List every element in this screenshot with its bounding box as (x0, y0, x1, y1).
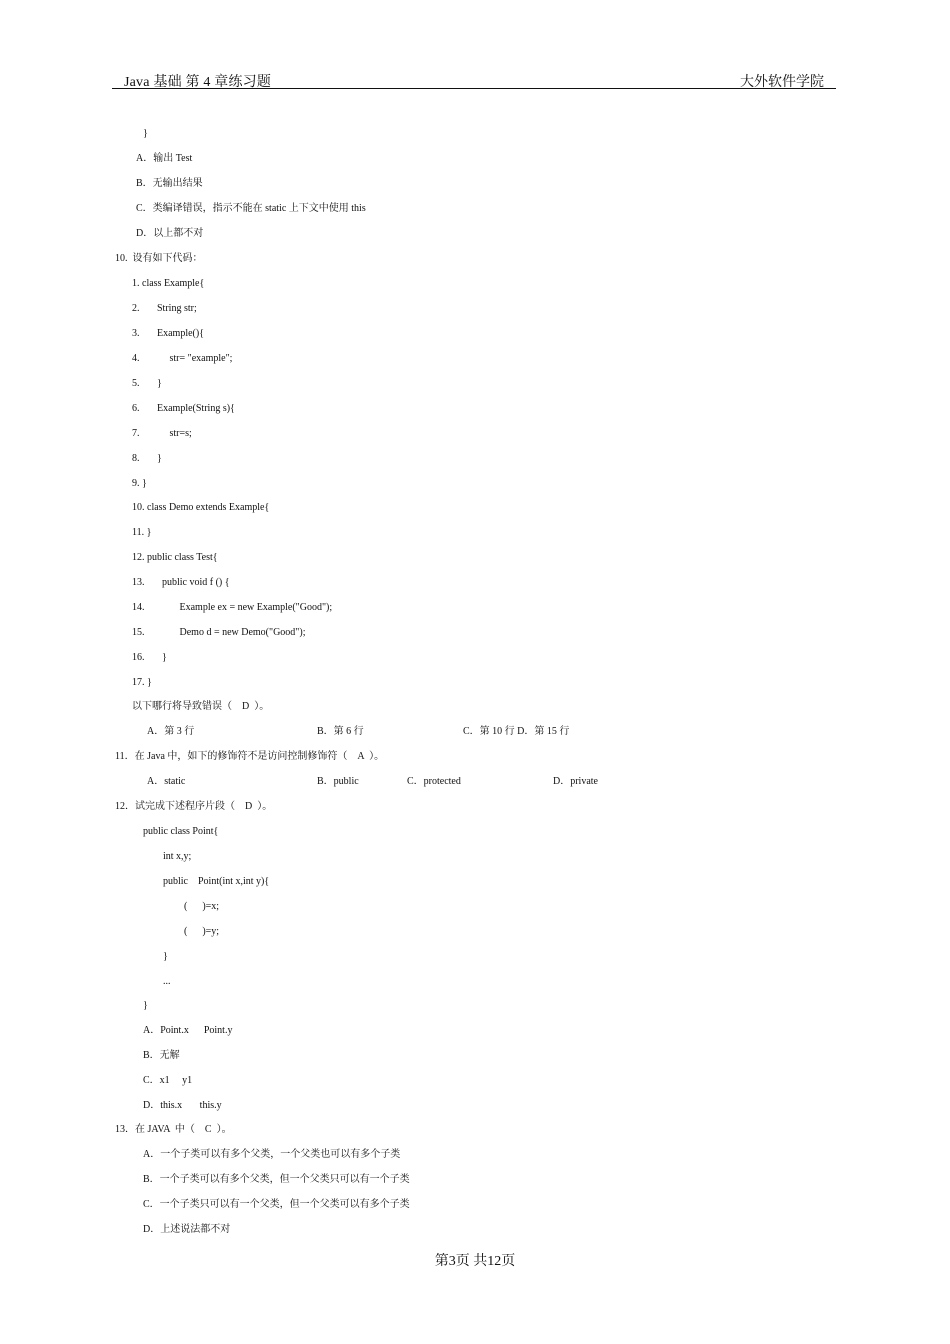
text-line: A．输出 Test (136, 153, 193, 164)
code-line: 5. } (132, 378, 162, 389)
option-c: C．protected (407, 776, 461, 787)
code-line: 9. } (132, 478, 147, 489)
question-11: 11．在 Java 中，如下的修饰符不是访问控制修饰符（ A ）。 (115, 751, 385, 762)
code-line: ( )=y; (184, 926, 220, 937)
option-b: B．第 6 行 (317, 726, 364, 737)
text-line: D．以上都不对 (136, 228, 204, 239)
code-line: 3. Example(){ (132, 328, 205, 339)
option-a: A．一个子类可以有多个父类，一个父类也可以有多个子类 (143, 1149, 401, 1160)
option-a: A．第 3 行 (147, 726, 195, 737)
code-line: int x,y; (163, 851, 192, 862)
option-c: C．x1 y1 (143, 1075, 193, 1086)
question-12: 12．试完成下述程序片段（ D ）。 (115, 801, 273, 812)
text-line: B．无输出结果 (136, 178, 203, 189)
text-line: C．类编译错误，指示不能在 static 上下文中使用 this (136, 203, 366, 214)
question-10: 10. 设有如下代码： (115, 253, 203, 264)
document-header-school: 大外软件学院 (740, 75, 824, 90)
code-line: 2. String str; (132, 303, 197, 314)
code-line: ( )=x; (184, 901, 220, 912)
text-line: } (143, 128, 148, 139)
code-line: 13. public void f () { (132, 577, 230, 588)
option-c-d: C．第 10 行 D．第 15 行 (463, 726, 570, 737)
code-line: public class Point{ (143, 826, 219, 837)
page-number: 第3页 共12页 (434, 1254, 516, 1269)
code-line: 10. class Demo extends Example{ (132, 502, 270, 513)
question-prompt: 以下哪行将导致错误（ D ）。 (132, 701, 270, 712)
document-header-title: Java 基础 第 4 章练习题 (124, 75, 272, 90)
code-line: 6. Example(String s){ (132, 403, 235, 414)
code-line: 12. public class Test{ (132, 552, 218, 563)
option-d: D．this.x this.y (143, 1100, 222, 1111)
option-c: C．一个子类只可以有一个父类，但一个父类可以有多个子类 (143, 1199, 410, 1210)
code-line: 1. class Example{ (132, 278, 205, 289)
option-b: B．public (317, 776, 359, 787)
option-d: D．private (553, 776, 598, 787)
question-13: 13．在 JAVA 中（ C ）。 (115, 1124, 232, 1135)
code-line: } (143, 1000, 148, 1011)
code-line: 11. } (132, 527, 152, 538)
option-b: B．无解 (143, 1050, 180, 1061)
header-divider (112, 88, 836, 89)
code-line: 16. } (132, 652, 167, 663)
code-line: 4. str= "example"; (132, 353, 233, 364)
code-line: } (163, 951, 168, 962)
code-line: 8. } (132, 453, 162, 464)
option-b: B．一个子类可以有多个父类，但一个父类只可以有一个子类 (143, 1174, 410, 1185)
code-line: public Point(int x,int y){ (163, 876, 270, 887)
code-line: 17. } (132, 677, 152, 688)
code-line: ... (163, 976, 171, 987)
code-line: 15. Demo d = new Demo("Good"); (132, 627, 306, 638)
option-a: A．static (147, 776, 186, 787)
code-line: 7. str=s; (132, 428, 192, 439)
option-d: D．上述说法都不对 (143, 1224, 231, 1235)
option-a: A．Point.x Point.y (143, 1025, 233, 1036)
code-line: 14. Example ex = new Example("Good"); (132, 602, 333, 613)
